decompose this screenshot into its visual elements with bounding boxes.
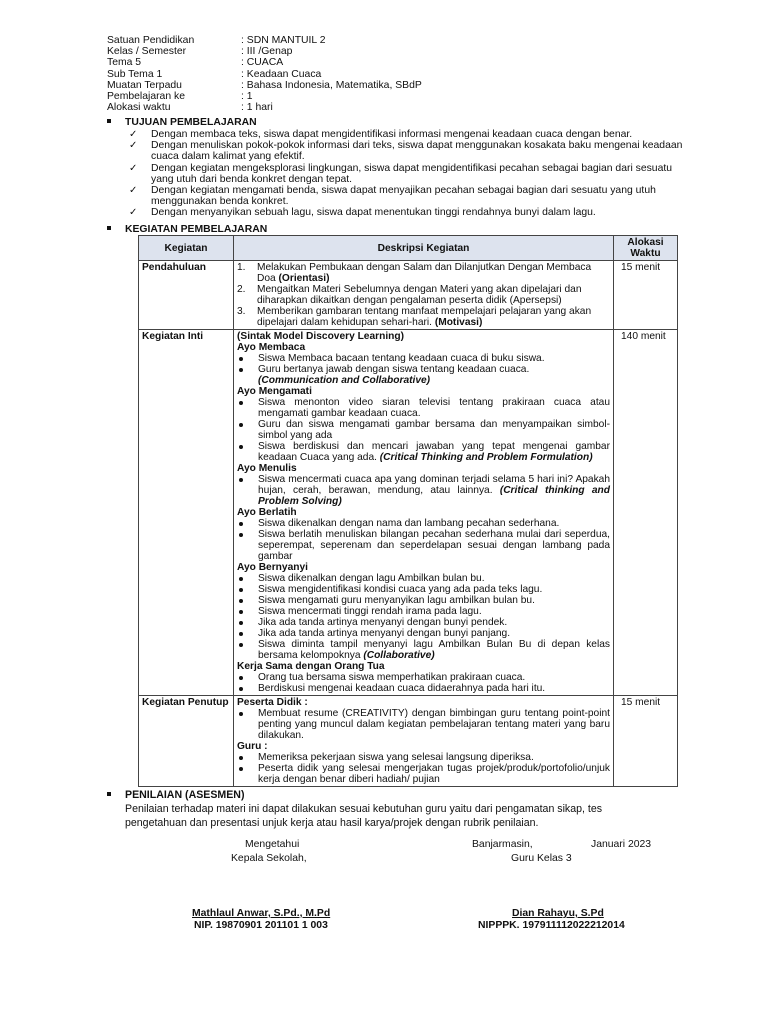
list-item	[125, 129, 685, 140]
subsection-title: Guru :	[237, 741, 268, 752]
item-text: Siswa mengidentifikasi kondisi cuaca yang ada pada teks lagu.	[258, 584, 543, 595]
list-item	[237, 573, 610, 584]
bullet-icon	[239, 643, 243, 647]
list-item	[125, 140, 685, 162]
subsection-title: Kerja Sama dengan Orang Tua	[237, 661, 385, 672]
item-text: Peserta didik yang selesai mengerjakan tugas projek/produk/portofolio/unjuk kerja dengan benar diberi hadiah/ pujian	[258, 763, 610, 785]
goal-text: Dengan menuliskan pokok-pokok informasi dari teks, siswa dapat menggunakan kosakata baku mengenai keadaan cuaca dalam kalimat yang efektif.	[151, 140, 683, 163]
col-header-alokasi: Alokasi Waktu	[614, 236, 678, 261]
table-row-penutup	[139, 696, 678, 787]
model-label: (Sintak Model Discovery Learning)	[237, 331, 404, 342]
bullet-list	[237, 573, 610, 661]
list-item	[237, 584, 610, 595]
row-description	[234, 261, 614, 330]
item-tag: (Critical Thinking and Problem Formulation)	[379, 452, 593, 463]
row-description	[234, 330, 614, 696]
item-number: 1.	[237, 262, 246, 273]
bullet-list	[237, 474, 610, 507]
identity-row	[107, 91, 422, 102]
list-item	[237, 353, 610, 364]
item-text: Membuat resume (CREATIVITY) dengan bimbingan guru tentang point-point penting yang muncul dalam kegiatan pembelajaran tentang materi yang baru dilakukan.	[258, 708, 610, 741]
identity-row	[107, 80, 422, 91]
identity-value: : 1	[241, 90, 253, 102]
list-item	[237, 763, 610, 785]
item-tag: (Collaborative)	[363, 650, 435, 661]
bullet-list	[237, 752, 610, 785]
item-text: Orang tua bersama siswa memperhatikan prakiraan cuaca.	[258, 672, 526, 683]
table-row-inti	[139, 330, 678, 696]
penilaian-heading-text: PENILAIAN (ASESMEN)	[125, 789, 245, 801]
tujuan-heading	[107, 117, 257, 128]
identity-value: : 1 hari	[241, 102, 273, 114]
subsection-title: Ayo Berlatih	[237, 507, 297, 518]
col-header-kegiatan: Kegiatan	[139, 236, 234, 261]
row-alloc: 140 menit	[614, 330, 678, 696]
bullet-icon	[239, 767, 243, 771]
list-item	[237, 419, 610, 441]
identity-label: Pembelajaran ke	[107, 90, 185, 102]
bullet-icon	[239, 445, 243, 449]
check-icon: ✓	[129, 185, 138, 197]
bullet-list	[237, 708, 610, 741]
item-text: Siswa diminta tampil menyanyi lagu Ambilkan Bulan Bu di depan kelas bersama kelompoknya	[258, 639, 610, 661]
row-label: Kegiatan Inti	[139, 330, 234, 696]
check-icon: ✓	[129, 140, 138, 152]
sign-right-role: Guru Kelas 3	[511, 853, 572, 864]
tujuan-list	[125, 129, 685, 219]
penilaian-text: Penilaian terhadap materi ini dapat dilakukan sesuai kebutuhan guru yaitu dari pengamatan sikap, tes pengetahuan dan presentasi unjuk kerja atau hasil karya/projek dengan rubrik penilaian.	[125, 803, 603, 829]
bullet-icon	[239, 610, 243, 614]
bullet-icon	[239, 756, 243, 760]
item-text: Siswa mencermati tinggi rendah irama pada lagu.	[258, 606, 482, 617]
kegiatan-table	[138, 235, 678, 787]
list-item	[237, 262, 610, 284]
signer-right-nip: NIPPPK. 197911112022212014	[478, 920, 625, 931]
check-icon: ✓	[129, 207, 138, 219]
goal-text: Dengan kegiatan mengamati benda, siswa dapat menyajikan pecahan sebagai bagian dari sesuatu yang utuh menggunakan benda konkret.	[151, 185, 656, 208]
identity-value: : CUACA	[241, 57, 284, 69]
signer-left-name: Mathlaul Anwar, S.Pd., M.Pd	[192, 908, 331, 919]
item-text: Siswa berdiskusi dan mencari jawaban yang tepat mengenai gambar keadaan Cuaca yang ada.	[258, 441, 610, 463]
row-alloc: 15 menit	[614, 261, 678, 330]
list-item	[237, 474, 610, 507]
bullet-icon	[239, 478, 243, 482]
list-item	[125, 163, 685, 185]
item-text: Guru dan siswa mengamati gambar bersama dan menyampaikan simbol-simbol yang ada	[258, 419, 610, 441]
list-item	[237, 284, 610, 306]
identity-label: Sub Tema 1	[107, 68, 163, 80]
identity-value: : SDN MANTUIL 2	[241, 35, 326, 46]
bullet-icon	[239, 588, 243, 592]
item-tag: (Orientasi)	[278, 273, 330, 284]
bullet-icon	[239, 401, 243, 405]
list-item	[237, 752, 610, 763]
row-label: Pendahuluan	[139, 261, 234, 330]
goal-text: Dengan menyanyikan sebuah lagu, siswa dapat menentukan tinggi rendahnya bunyi dalam lagu.	[151, 207, 596, 219]
goal-text: Dengan membaca teks, siswa dapat mengidentifikasi informasi mengenai keadaan cuaca dengan benar.	[151, 129, 633, 140]
identity-label: Satuan Pendidikan	[107, 35, 195, 46]
bullet-icon	[239, 621, 243, 625]
subsection-title: Ayo Membaca	[237, 342, 306, 353]
bullet-icon	[239, 423, 243, 427]
identity-row	[107, 57, 422, 68]
identity-label: Muatan Terpadu	[107, 79, 182, 91]
bullet-icon	[239, 676, 243, 680]
item-text: Melakukan Pembukaan dengan Salam dan Dilanjutkan Dengan Membaca Doa	[257, 262, 592, 284]
row-alloc: 15 menit	[614, 696, 678, 787]
item-text: Siswa mencermati cuaca apa yang dominan terjadi selama 5 hari ini? Apakah hujan, cerah, berawan, mendung, atau lainnya.	[258, 474, 610, 496]
item-number: 2.	[237, 284, 246, 295]
subsection-title: Ayo Bernyanyi	[237, 562, 308, 573]
bullet-list	[237, 518, 610, 562]
subsection-title: Peserta Didik :	[237, 697, 308, 708]
sign-left-line1: Mengetahui	[245, 839, 300, 850]
sign-right-date: Januari 2023	[591, 839, 652, 850]
square-bullet-icon	[107, 119, 111, 123]
row-label: Kegiatan Penutup	[139, 696, 234, 787]
goal-text: Dengan kegiatan mengeksplorasi lingkungan, siswa dapat mengidentifikasi pecahan sebagai bagian dari sesuatu yang utuh dari benda konkret dengan tepat.	[151, 162, 673, 185]
square-bullet-icon	[107, 792, 111, 796]
identity-label: Kelas / Semester	[107, 46, 187, 58]
bullet-icon	[239, 522, 243, 526]
table-header-row	[139, 236, 678, 261]
sign-right-place: Banjarmasin,	[472, 839, 533, 850]
row-description	[234, 696, 614, 787]
identity-value: : III /Genap	[241, 46, 293, 58]
identity-label: Alokasi waktu	[107, 102, 171, 114]
bullet-icon	[239, 687, 243, 691]
item-text: Memberikan gambaran tentang manfaat mempelajari pelajaran yang akan dipelajari dalam kehidupan sehari-hari.	[257, 306, 592, 328]
list-item	[237, 595, 610, 606]
identity-row	[107, 69, 422, 80]
bullet-list	[237, 353, 610, 386]
subsection-title: Ayo Mengamati	[237, 386, 312, 397]
tujuan-heading-text: TUJUAN PEMBELAJARAN	[125, 117, 257, 128]
list-item	[237, 639, 610, 661]
item-text: Siswa Membaca bacaan tentang keadaan cuaca di buku siswa.	[258, 353, 545, 364]
identity-row	[107, 35, 422, 46]
identity-row	[107, 46, 422, 57]
identity-value: : Bahasa Indonesia, Matematika, SBdP	[241, 79, 422, 91]
item-number: 3.	[237, 306, 246, 317]
list-item	[237, 617, 610, 628]
list-item	[237, 672, 610, 683]
list-item	[237, 364, 610, 386]
square-bullet-icon	[107, 226, 111, 230]
list-item	[237, 529, 610, 562]
item-tag: (Critical thinking and Problem Solving)	[258, 485, 610, 507]
identity-value: : Keadaan Cuaca	[241, 68, 322, 80]
item-text: Guru bertanya jawab dengan siswa tentang keadaan cuaca.	[258, 364, 530, 375]
kegiatan-heading-text: KEGIATAN PEMBELAJARAN	[125, 224, 268, 235]
bullet-icon	[239, 577, 243, 581]
item-text: Mengaitkan Materi Sebelumnya dengan Materi yang akan dipelajari dan diharapkan dikaitkan dengan pengalaman peserta didik (Apersepsi)	[257, 284, 582, 306]
bullet-icon	[239, 712, 243, 716]
bullet-icon	[239, 599, 243, 603]
penilaian-heading	[107, 790, 244, 801]
check-icon: ✓	[129, 162, 138, 174]
list-item	[237, 628, 610, 639]
bullet-icon	[239, 368, 243, 372]
identity-row	[107, 102, 422, 113]
item-text: Jika ada tanda artinya menyanyi dengan bunyi panjang.	[258, 628, 511, 639]
col-header-deskripsi: Deskripsi Kegiatan	[234, 236, 614, 261]
list-item	[125, 207, 685, 218]
list-item	[237, 683, 610, 694]
bullet-list	[237, 397, 610, 463]
item-text: Jika ada tanda artinya menyanyi dengan bunyi pendek.	[258, 617, 508, 628]
item-text: Siswa dikenalkan dengan lagu Ambilkan bulan bu.	[258, 573, 485, 584]
list-item	[237, 708, 610, 741]
bullet-icon	[239, 533, 243, 537]
list-item	[237, 518, 610, 529]
list-item	[237, 306, 610, 328]
list-item	[125, 185, 685, 207]
item-tag: (Motivasi)	[434, 317, 483, 328]
list-item	[237, 606, 610, 617]
bullet-icon	[239, 632, 243, 636]
item-text: Siswa berlatih menuliskan bilangan pecahan sederhana mulai dari seperdua, seperempat, seperenam dan seperdelapan sesuai dengan lambang pada gambar	[258, 529, 610, 562]
table-row-pendahuluan	[139, 261, 678, 330]
signer-left-nip: NIP. 19870901 201101 1 003	[194, 920, 328, 931]
item-tag: (Communication and Collaborative)	[258, 375, 431, 386]
numbered-list	[237, 262, 610, 328]
identity-label: Tema 5	[107, 57, 142, 69]
item-text: Memeriksa pekerjaan siswa yang selesai langsung diperiksa.	[258, 752, 534, 763]
kegiatan-heading	[107, 224, 267, 235]
subsection-title: Ayo Menulis	[237, 463, 297, 474]
identity-block	[107, 35, 422, 113]
item-text: Siswa dikenalkan dengan nama dan lambang pecahan sederhana.	[258, 518, 560, 529]
bullet-list	[237, 672, 610, 694]
item-text: Siswa mengamati guru menyanyikan lagu ambilkan bulan bu.	[258, 595, 535, 606]
list-item	[237, 397, 610, 419]
list-item	[237, 441, 610, 463]
bullet-icon	[239, 357, 243, 361]
item-text: Siswa menonton video siaran televisi tentang prakiraan cuaca atau mengamati gambar keadaan cuaca.	[258, 397, 610, 419]
item-text: Berdiskusi mengenai keadaan cuaca didaerahnya pada hari itu.	[258, 683, 546, 694]
signer-right-name: Dian Rahayu, S.Pd	[512, 908, 604, 919]
check-icon: ✓	[129, 129, 138, 140]
sign-left-line2: Kepala Sekolah,	[231, 853, 307, 864]
